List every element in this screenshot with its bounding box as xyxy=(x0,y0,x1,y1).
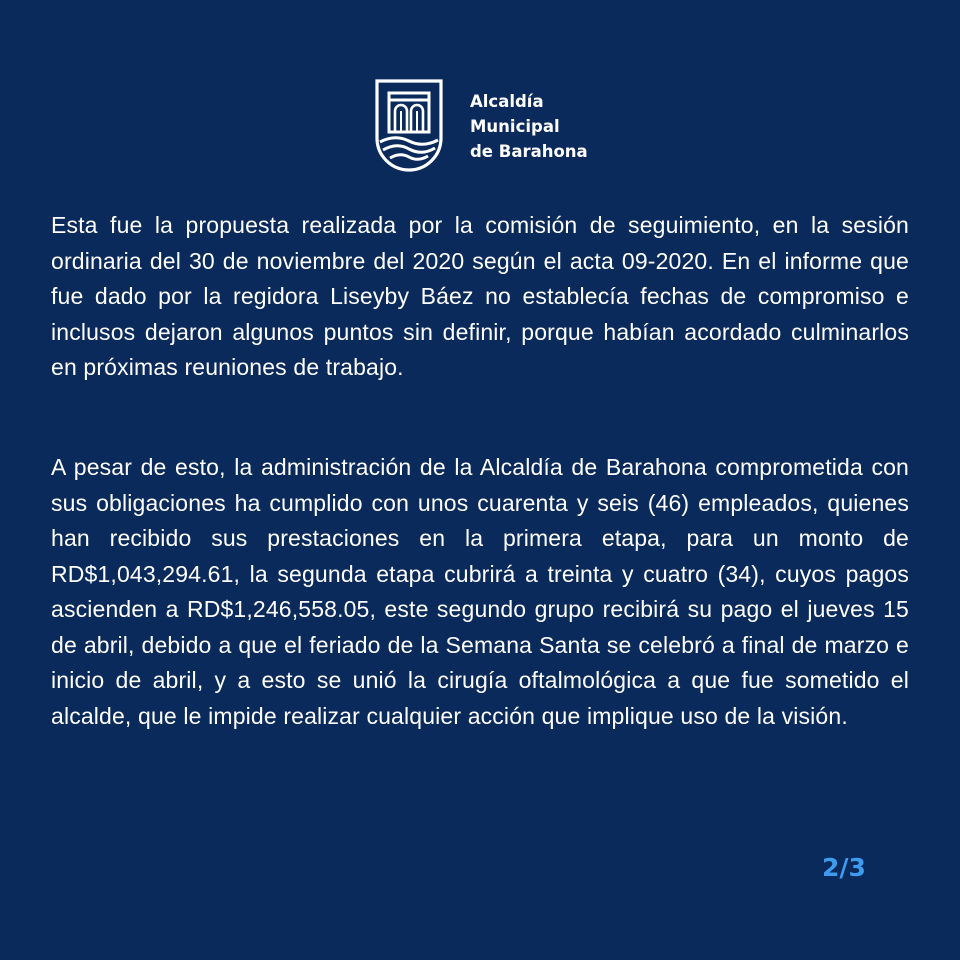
paragraph-proposal: Esta fue la propuesta realizada por la comisión de seguimiento, en la sesión ordinaria del 30 de noviembre del 2020 según el acta 09-2020. En el informe que fue dado por la regidora Liseyby Báez no establecía fechas de compromiso e inclusos dejaron algunos puntos sin definir, porque habían acordado culminarlos en próximas reuniones de trabajo. xyxy=(51,212,909,380)
paragraph-payments: A pesar de esto, la administración de la Alcaldía de Barahona comprometida con sus obligaciones ha cumplido con unos cuarenta y seis (46) empleados, quienes han recibido sus prestaciones en la primera etapa, para un monto de RD$1,043,294.61, la segunda etapa cubrirá a treinta y cuatro (34), cuyos pagos ascienden a RD$1,246,558.05, este segundo grupo recibirá su pago el jueves 15 de abril, debido a que el feriado de la Semana Santa se celebró a final de marzo e inicio de abril, y a esto se unió la cirugía oftalmológica a que fue sometido el alcalde, que le impide realizar cualquier acción que implique uso de la visión. xyxy=(51,454,909,729)
city-hall-building-icon xyxy=(374,78,444,174)
logo-line-3: de Barahona xyxy=(470,141,588,161)
logo-wordmark xyxy=(470,89,588,164)
logo-line-1: Alcaldía xyxy=(470,91,544,111)
municipal-logo xyxy=(374,78,588,174)
page-indicator: 2/3 xyxy=(822,853,866,882)
logo-line-2: Municipal xyxy=(470,116,560,136)
